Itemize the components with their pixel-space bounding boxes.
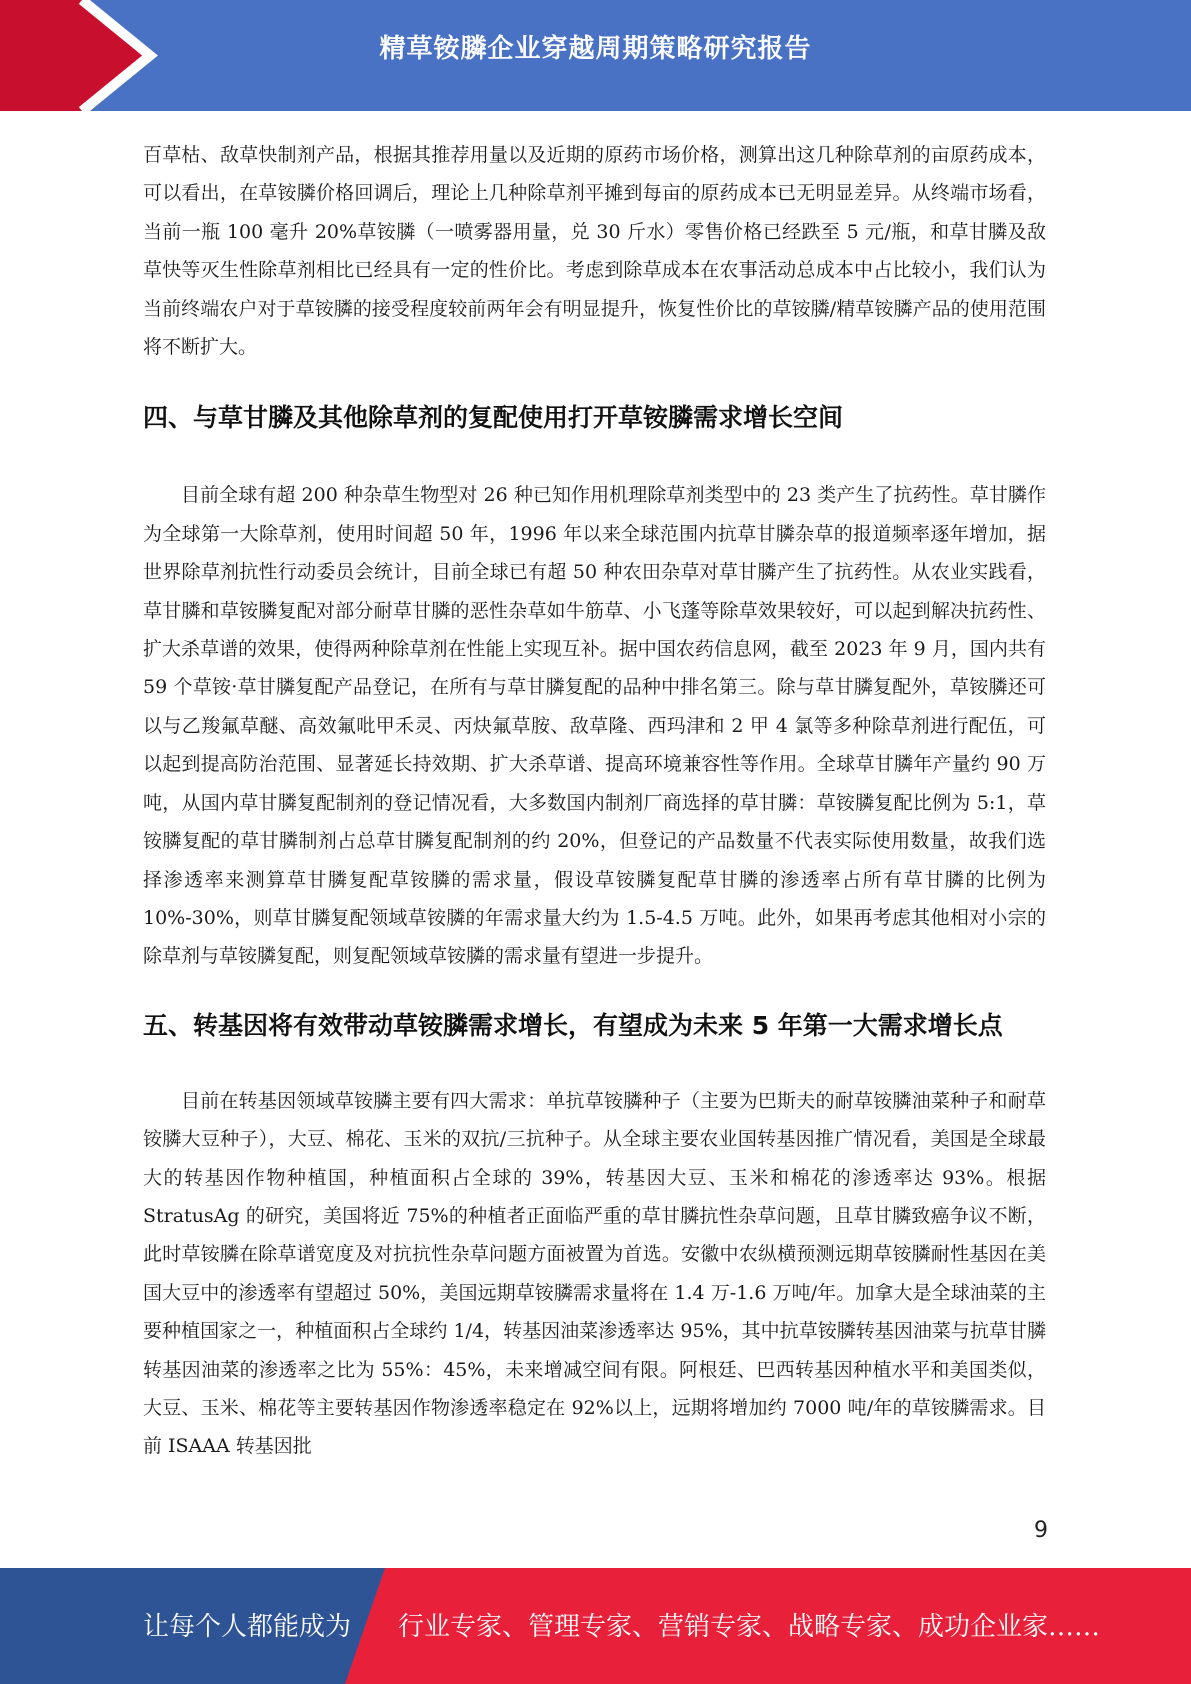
page-content: [143, 136, 1046, 1466]
page-footer: [0, 1568, 1191, 1684]
body-paragraph-2: 目前全球有超 200 种杂草生物型对 26 种已知作用机理除草剂类型中的 23 类产生了抗药性。草甘膦作为全球第一大除草剂，使用时间超 50 年，1996 年以来全球范围内抗草甘膦杂草的报道频率逐年增加，据世界除草剂抗性行动委员会统计，目前全球已有超 50 种农田杂草对草甘膦产生了抗药性。从农业实践看，草甘膦和草铵膦复配对部分耐草甘膦的恶性杂草如牛筋草、小飞蓬等除草效果较好，可以起到解决抗药性、扩大杀草谱的效果，使得两种除草剂在性能上实现互补。据中国农药信息网，截至 2023 年 9 月，国内共有 59 个草铵·草甘膦复配产品登记，在所有与草甘膦复配的品种中排名第三。除与草甘膦复配外，草铵膦还可以与乙羧氟草醚、高效氟吡甲禾灵、丙炔氟草胺、敌草隆、西玛津和 2 甲 4 氯等多种除草剂进行配伍，可以起到提高防治范围、显著延长持效期、扩大杀草谱、提高环境兼容性等作用。全球草甘膦年产量约 90 万吨，从国内草甘膦复配制剂的登记情况看，大多数国内制剂厂商选择的草甘膦：草铵膦复配比例为 5:1，草铵膦复配的草甘膦制剂占总草甘膦复配制剂的约 20%，但登记的产品数量不代表实际使用数量，故我们选择渗透率来测算草甘膦复配草铵膦的需求量，假设草铵膦复配草甘膦的渗透率占所有草甘膦的比例为 10%-30%，则草甘膦复配领域草铵膦的年需求量大约为 1.5-4.5 万吨。此外，如果再考虑其他相对小宗的除草剂与草铵膦复配，则复配领域草铵膦的需求量有望进一步提升。: [143, 484, 1046, 968]
section-heading-5: 五、转基因将有效带动草铵膦需求增长，有望成为未来 5 年第一大需求增长点: [143, 1010, 1003, 1040]
section-heading-4: 四、与草甘膦及其他除草剂的复配使用打开草铵膦需求增长空间: [143, 403, 844, 433]
footer-slogan-left: 让每个人都能成为: [143, 1612, 352, 1642]
body-paragraph-3: 目前在转基因领域草铵膦主要有四大需求：单抗草铵膦种子（主要为巴斯夫的耐草铵膦油菜种子和耐草铵膦大豆种子），大豆、棉花、玉米的双抗/三抗种子。从全球主要农业国转基因推广情况看，美国是全球最大的转基因作物种植国，种植面积占全球的 39%，转基因大豆、玉米和棉花的渗透率达 93%。根据 StratusAg 的研究，美国将近 75%的种植者正面临严重的草甘膦抗性杂草问题，且草甘膦致癌争议不断，此时草铵膦在除草谱宽度及对抗抗性杂草问题方面被置为首选。安徽中农纵横预测远期草铵膦耐性基因在美国大豆中的渗透率有望超过 50%，美国远期草铵膦需求量将在 1.4 万-1.6 万吨/年。加拿大是全球油菜的主要种植国家之一，种植面积占全球约 1/4，转基因油菜渗透率达 95%，其中抗草铵膦转基因油菜与抗草甘膦转基因油菜的渗透率之比为 55%：45%，未来增减空间有限。阿根廷、巴西转基因种植水平和美国类似，大豆、玉米、棉花等主要转基因作物渗透率稳定在 92%以上，远期将增加约 7000 吨/年的草铵膦需求。目前 ISAAA 转基因批: [143, 1089, 1046, 1458]
page-header: [0, 0, 1191, 111]
body-paragraph-1: 百草枯、敌草快制剂产品，根据其推荐用量以及近期的原药市场价格，测算出这几种除草剂的亩原药成本，可以看出，在草铵膦价格回调后，理论上几种除草剂平摊到每亩的原药成本已无明显差异。从终端市场看，当前一瓶 100 毫升 20%草铵膦（一喷雾器用量，兑 30 斤水）零售价格已经跌至 5 元/瓶，和草甘膦及敌草快等灭生性除草剂相比已经具有一定的性价比。考虑到除草成本在农事活动总成本中占比较小，我们认为当前终端农户对于草铵膦的接受程度较前两年会有明显提升，恢复性价比的草铵膦/精草铵膦产品的使用范围将不断扩大。: [143, 144, 1046, 359]
footer-slogan-right: 行业专家、管理专家、营销专家、战略专家、成功企业家……: [398, 1612, 1101, 1642]
report-title: 精草铵膦企业穿越周期策略研究报告: [379, 34, 812, 64]
page-number: 9: [1034, 1518, 1048, 1543]
